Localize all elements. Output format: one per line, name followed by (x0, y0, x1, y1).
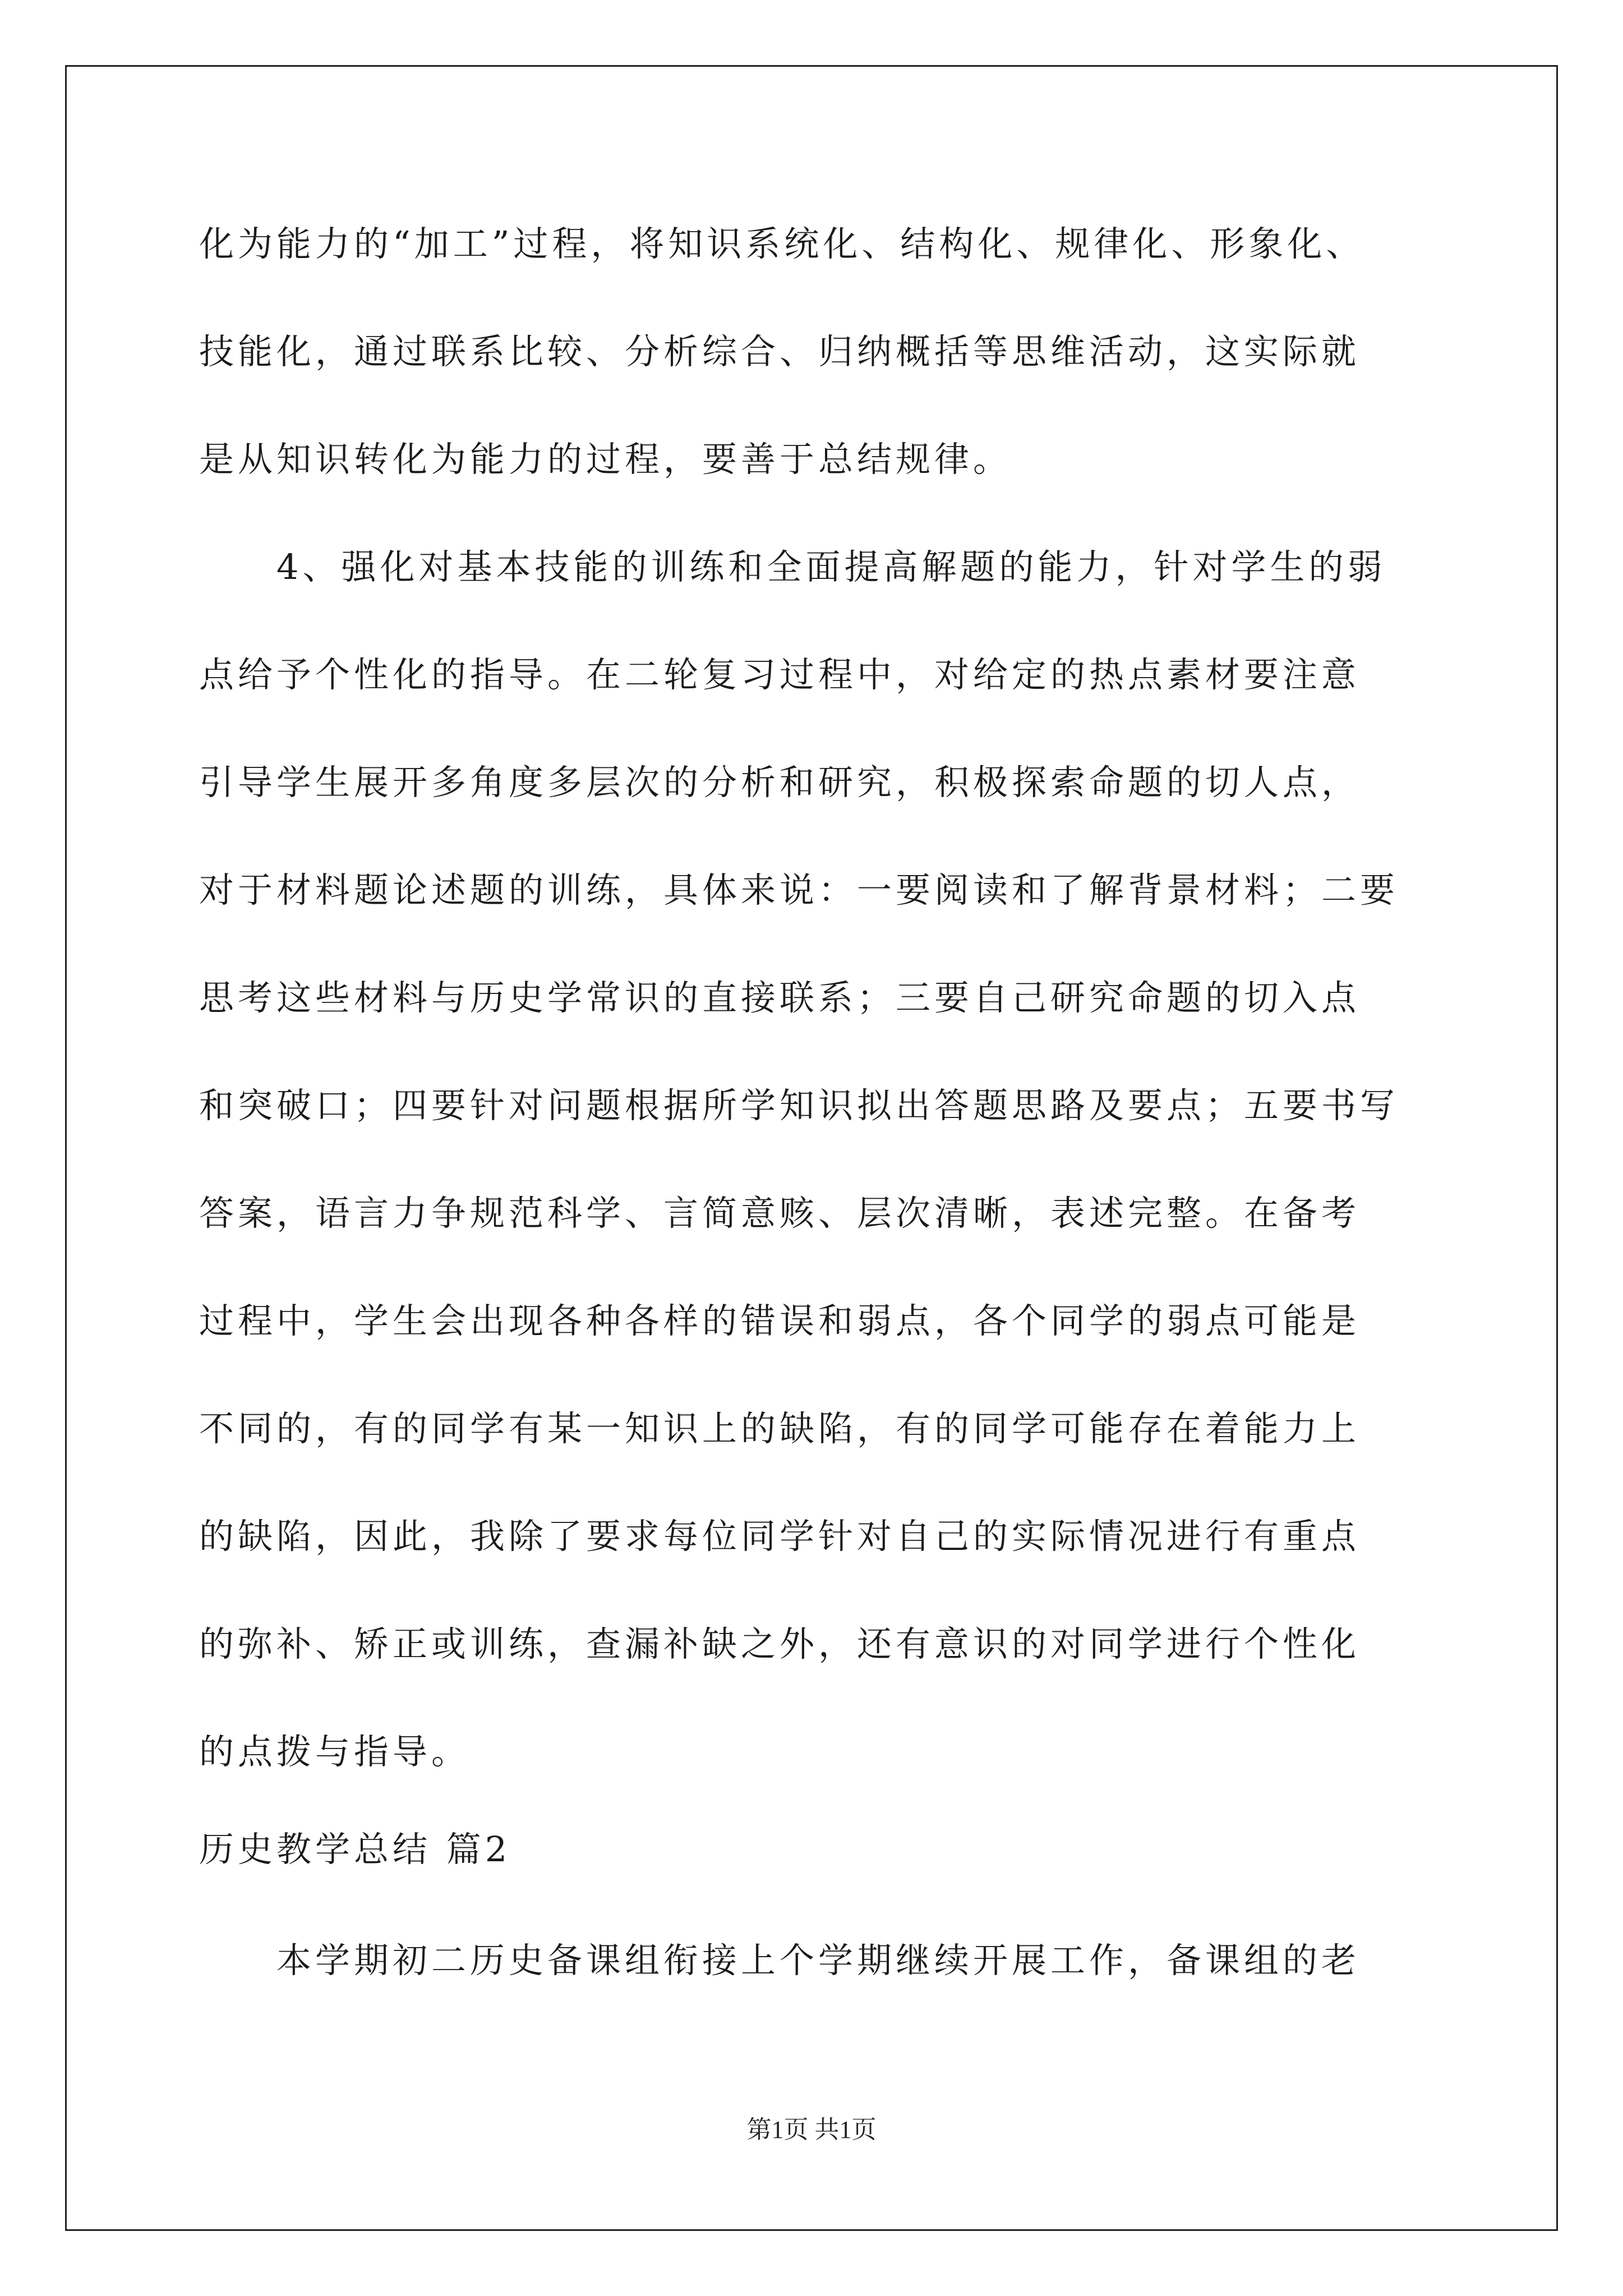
paragraph-line: 化为能力的“加工”过程，将知识系统化、结构化、规律化、形象化、 (199, 223, 1365, 264)
paragraph-line: 和突破口；四要针对问题根据所学知识拟出答题思路及要点；五要书写 (199, 1085, 1399, 1126)
paragraph-line: 的点拨与指导。 (199, 1731, 471, 1772)
paragraph-line: 技能化，通过联系比较、分析综合、归纳概括等思维活动，这实际就 (199, 331, 1361, 372)
paragraph-line: 过程中，学生会出现各种各样的错误和弱点，各个同学的弱点可能是 (199, 1300, 1361, 1341)
paragraph-line: 是从知识转化为能力的过程，要善于总结规律。 (199, 439, 1012, 480)
paragraph-line: 对于材料题论述题的训练，具体来说：一要阅读和了解背景材料；二要 (199, 869, 1399, 910)
paragraph-line: 思考这些材料与历史学常识的直接联系；三要自己研究命题的切入点 (199, 977, 1361, 1018)
paragraph-line: 本学期初二历史备课组衔接上个学期继续开展工作，备课组的老 (276, 1940, 1361, 1981)
paragraph-line: 引导学生展开多角度多层次的分析和研究，积极探索命题的切人点， (199, 762, 1361, 803)
paragraph-line: 的缺陷，因此，我除了要求每位同学针对自己的实际情况进行有重点 (199, 1516, 1361, 1557)
paragraph-line: 点给予个性化的指导。在二轮复习过程中，对给定的热点素材要注意 (199, 654, 1361, 695)
paragraph-line: 4、强化对基本技能的训练和全面提高解题的能力，针对学生的弱 (276, 546, 1386, 587)
paragraph-line: 的弥补、矫正或训练，查漏补缺之外，还有意识的对同学进行个性化 (199, 1623, 1361, 1664)
page-border (65, 65, 1558, 2231)
page-number-footer: 第1页 共1页 (746, 2116, 877, 2143)
paragraph-line: 答案，语言力争规范科学、言简意赅、层次清晰，表述完整。在备考 (199, 1193, 1361, 1234)
paragraph-line: 不同的，有的同学有某一知识上的缺陷，有的同学可能存在着能力上 (199, 1408, 1361, 1449)
section-heading: 历史教学总结 篇2 (199, 1829, 511, 1870)
